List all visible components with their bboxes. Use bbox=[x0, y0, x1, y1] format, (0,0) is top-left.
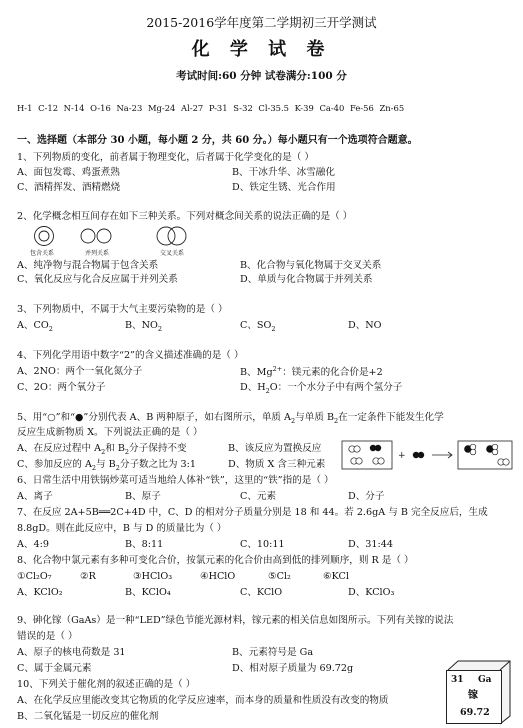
ga-atomic-number: 31 bbox=[451, 675, 464, 685]
q10-option-b: B、二氧化锰是一切反应的催化剂 bbox=[17, 711, 159, 722]
ga-symbol: Ga bbox=[478, 675, 492, 685]
q1-stem: 1、下列物质的变化，前者属于物理变化，后者属于化学变化的是（ ） bbox=[17, 152, 314, 163]
q9-option-b: B、元素符号是 Ga bbox=[232, 647, 314, 658]
q8-option-d: D、KClO₃ bbox=[348, 587, 395, 598]
q2-option-c: C、氧化反应与化合反应属于并列关系 bbox=[17, 274, 178, 285]
ga-name: 镓 bbox=[468, 690, 478, 701]
q6-option-b: B、原子 bbox=[125, 491, 161, 502]
q1-option-c: C、酒精挥发、酒精燃烧 bbox=[17, 182, 121, 193]
q8-item-4: ④HClO bbox=[200, 571, 236, 582]
q9-option-a: A、原子的核电荷数是 31 bbox=[17, 647, 126, 658]
atomic-masses: H-1 C-12 N-14 O-16 Na-23 Mg-24 Al-27 P-31 S-32 Cl-35.5 K-39 Ca-40 Fe-56 Zn-65 bbox=[17, 103, 405, 113]
q3-stem: 3、下列物质中，不属于大气主要污染物的是（ ） bbox=[17, 304, 228, 315]
q4-option-c: C、2O：两个氧分子 bbox=[17, 382, 106, 393]
q5-option-b: B、该反应为置换反应 bbox=[228, 443, 322, 454]
q6-option-a: A、离子 bbox=[17, 491, 53, 502]
q3-option-c: C、$SO_2$ bbox=[240, 320, 276, 333]
q7-option-a: A、4:9 bbox=[17, 539, 49, 550]
q8-item-5: ⑤Cl₂ bbox=[268, 571, 291, 582]
q1-option-d: D、铁定生锈、光合作用 bbox=[232, 182, 336, 193]
diagram-label-intersect: 交叉关系 bbox=[160, 250, 185, 257]
contain-relation-diagram bbox=[30, 226, 60, 248]
paper-title: 化 学 试 卷 bbox=[191, 39, 332, 60]
q8-stem: 8、化合物中氯元素有多种可变化合价，按氯元素的化合价由高到低的排列顺序，则 R 是（ ） bbox=[17, 555, 414, 566]
diagram-label-parallel: 并列关系 bbox=[85, 250, 110, 257]
svg-text:+: + bbox=[398, 451, 406, 461]
exam-info: 考试时间:60 分钟 试卷满分:100 分 bbox=[176, 70, 347, 82]
q2-option-b: B、化合物与氧化物属于交叉关系 bbox=[240, 260, 382, 271]
q5-option-a: A、在反应过程中 $A_2$和 $B_2$分子保持不变 bbox=[17, 443, 187, 456]
q4-stem: 4、下列化学用语中数字“2”的含义描述准确的是（ ） bbox=[17, 350, 244, 361]
q3-option-a: A、$CO_2$ bbox=[17, 320, 53, 333]
q8-item-2: ②R bbox=[80, 571, 96, 582]
q7-stem-line1: 7、在反应 2A+5B══2C+4D 中，C、D 的相对分子质量分别是 18 和 44。若 2.6gA 与 B 完全反应后，生成 bbox=[17, 507, 488, 518]
q8-item-6: ⑥KCl bbox=[323, 571, 349, 582]
q8-item-1: ①Cl₂O₇ bbox=[17, 571, 52, 582]
q2-option-a: A、纯净物与混合物属于包含关系 bbox=[17, 260, 159, 271]
reaction-molecule-diagram bbox=[340, 440, 515, 472]
q6-option-c: C、元素 bbox=[240, 491, 277, 502]
q5-option-c: C、参加反应的 $A_2$与 $B_2$分子数之比为 3:1 bbox=[17, 459, 196, 472]
q6-option-d: D、分子 bbox=[348, 491, 385, 502]
section-heading: 一、选择题（本部分 30 小题，每小题 2 分，共 60 分。）每小题只有一个选项符合题意。 bbox=[17, 135, 418, 146]
q9-stem-line1: 9、砷化镓（GaAs）是一种“LED”绿色节能光源材料，镓元素的相关信息如图所示。下列有关镓的说法 bbox=[17, 615, 454, 626]
q8-option-c: C、KClO bbox=[240, 587, 283, 598]
exam-header: 2015-2016学年度第二学期初三开学测试 bbox=[146, 15, 377, 30]
q7-stem-line2: 8.8gD。则在此反应中，B 与 D 的质量比为（ ） bbox=[17, 523, 227, 534]
intersect-relation-diagram bbox=[155, 226, 191, 248]
q1-option-b: B、干冰升华、冰雪融化 bbox=[232, 167, 335, 178]
gallium-element-card bbox=[446, 670, 502, 724]
q1-option-a: A、面包发霉、鸡蛋煮熟 bbox=[17, 167, 120, 178]
q2-stem: 2、化学概念相互间存在如下三种关系。下列对概念间关系的说法正确的是（ ） bbox=[17, 211, 353, 222]
q9-option-c: C、属于金属元素 bbox=[17, 663, 92, 674]
q3-option-d: D、NO bbox=[348, 320, 382, 331]
q5-option-d: D、物质 X 含三种元素 bbox=[228, 459, 326, 470]
q4-option-d: D、$H_2O$：一个水分子中有两个氢分子 bbox=[240, 382, 403, 395]
q6-stem: 6、日常生活中用铁锅炒菜可适当地给人体补“铁”，这里的“铁”指的是（ ） bbox=[17, 475, 334, 486]
q8-option-a: A、KClO₂ bbox=[17, 587, 63, 598]
q7-option-c: C、10:11 bbox=[240, 539, 285, 550]
q4-option-a: A、2NO：两个一氧化氮分子 bbox=[17, 366, 143, 377]
q10-stem: 10、下列关于催化剂的叙述正确的是（ ） bbox=[17, 679, 196, 690]
q7-option-d: D、31:44 bbox=[348, 539, 393, 550]
q5-stem-line1: 5、用“○”和“●”分别代表 A、B 两种原子，如右图所示，单质 $A_2$与单质 $B_2$在一定条件下能发生化学 bbox=[17, 412, 444, 425]
q4-option-b: B、$Mg^{2+}$：镁元素的化合价是+2 bbox=[240, 365, 383, 379]
parallel-relation-diagram bbox=[80, 228, 114, 248]
q10-option-a: A、在化学反应里能改变其它物质的化学反应速率，而本身的质量和性质没有改变的物质 bbox=[17, 695, 389, 706]
q9-stem-line2: 错误的是（ ） bbox=[17, 631, 78, 642]
q8-item-3: ③HClO₃ bbox=[133, 571, 173, 582]
q5-stem-line2: 反应生成新物质 X。下列说法正确的是（ ） bbox=[17, 427, 203, 438]
diagram-label-contain: 包含关系 bbox=[30, 250, 55, 257]
q7-option-b: B、8:11 bbox=[125, 539, 164, 550]
q9-option-d: D、相对原子质量为 69.72g bbox=[232, 663, 354, 674]
ga-atomic-mass: 69.72 bbox=[460, 707, 490, 718]
q3-option-b: B、$NO_2$ bbox=[125, 320, 163, 333]
q2-option-d: D、单质与化合物属于并列关系 bbox=[240, 274, 373, 285]
q8-option-b: B、KClO₄ bbox=[125, 587, 171, 598]
